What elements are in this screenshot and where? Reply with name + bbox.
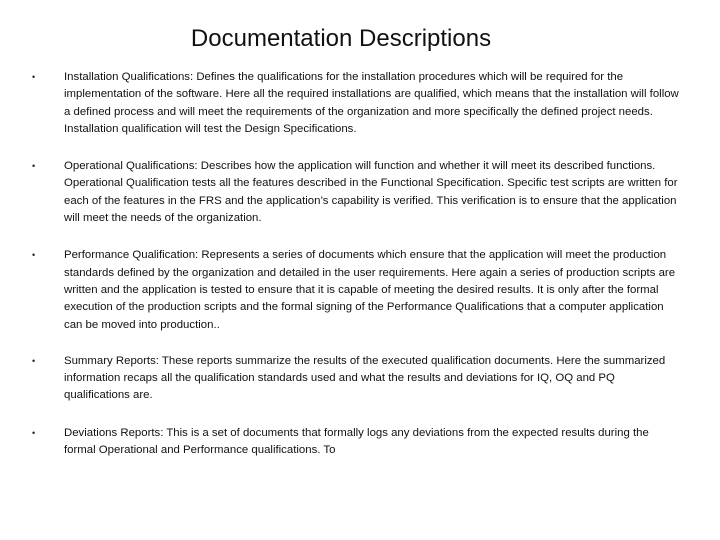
bullet-summary-reports [32,353,682,405]
bullet-marker: • [32,250,36,261]
bullet-marker: • [32,161,36,172]
bullet-deviations-reports [32,425,682,460]
slide-title: Documentation Descriptions [190,25,492,52]
bullet-text: Deviations Reports: This is a set of documents that formally logs any deviations from the expected results during the formal Operational and Performance qualifications. To [64,426,649,457]
bullet-marker: • [32,427,36,438]
bullet-performance-qualification [32,247,682,333]
bullet-text: Operational Qualifications: Describes how the application will function and whether it will meet its described functions. Operational Qualification tests all the features described in the Functional Specification. Specific test scripts are written for each of the features in the FRS and the application’s capability is verified. This verification is to ensure that the application will meet the needs of the organization. [64,160,678,225]
bullet-operational-qualifications [32,158,682,227]
bullet-text: Performance Qualification: Represents a series of documents which ensure that the application will meet the production standards defined by the organization and detailed in the user requirements. Here again a series of production scripts are written and the application is tested to ensure that it is capable of meeting the desired results. It is only after the formal execution of the production scripts and the formal signing of the Performance Qualifications that a computer application can be moved into production.. [64,249,676,331]
bullet-text: Installation Qualifications: Defines the qualifications for the installation procedures which will be required for the implementation of the software. Here all the required installations are qualified, which means that the installation will follow a defined process and will meet the requirements of the organization and more specifically the defined project needs. Installation qualification will test the Design Specifications. [64,71,679,135]
bullet-text: Summary Reports: These reports summarize the results of the executed qualification documents. Here the summarized information recaps all the qualification standards used and what the results and deviations for IQ, OQ and PQ qualifications are. [64,354,666,402]
bullet-list [32,69,682,459]
bullet-marker: • [32,72,36,82]
bullet-marker: • [32,355,36,366]
bullet-installation-qualifications [32,69,682,138]
